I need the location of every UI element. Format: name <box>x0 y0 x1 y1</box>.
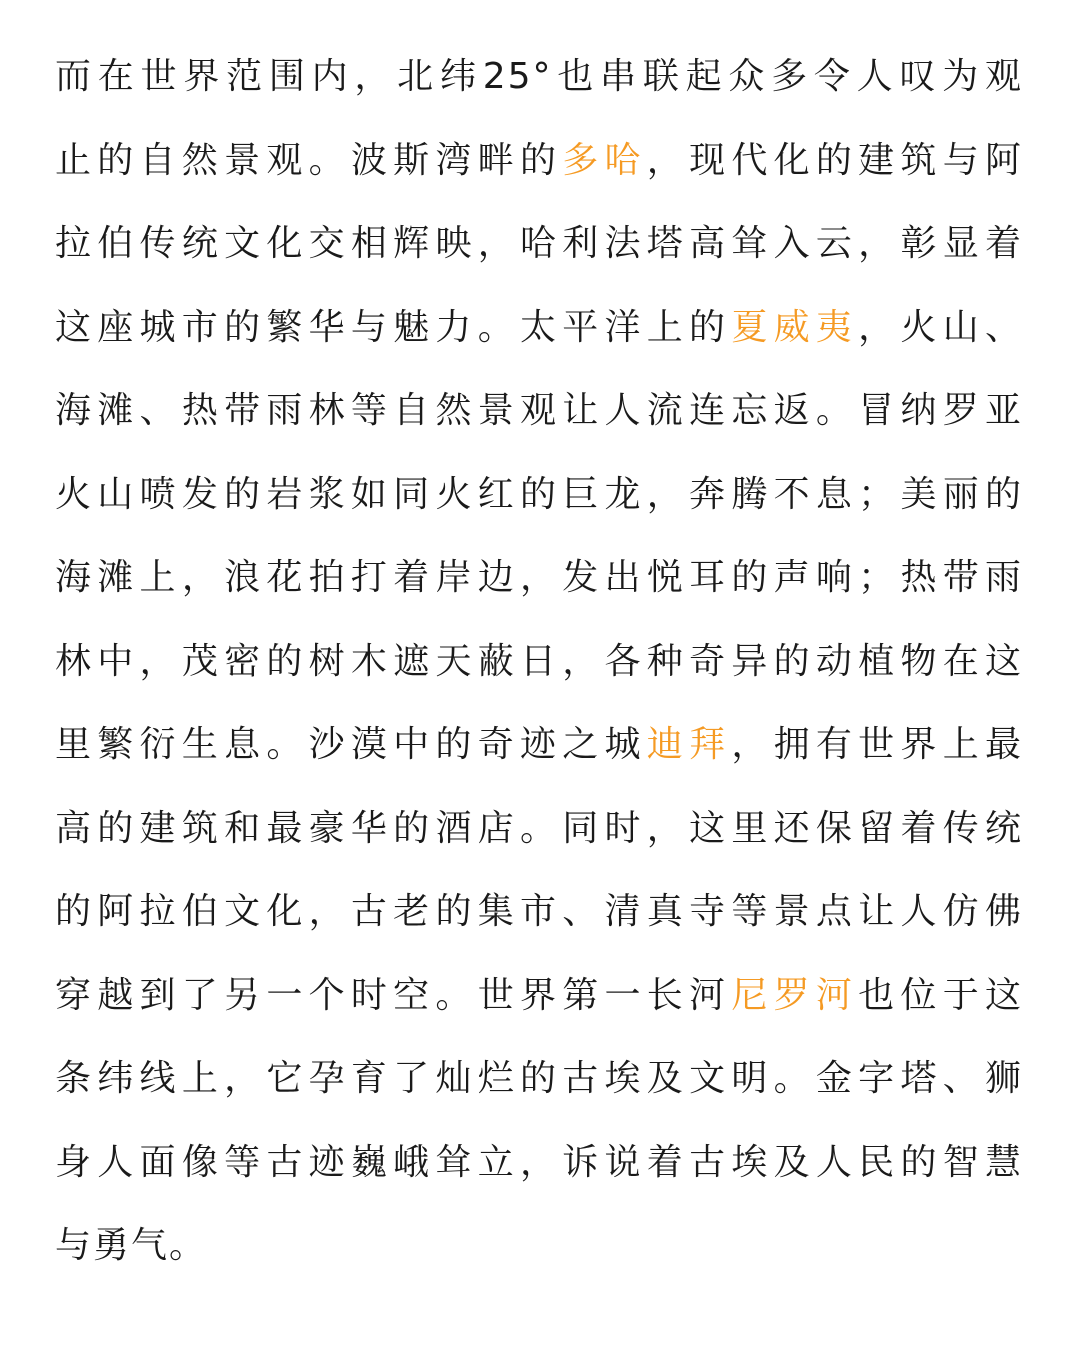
text-line <box>55 453 1023 537</box>
text-segment: 身人面像等古迹巍峨耸立，诉说着古埃及人民的智慧 <box>55 1141 1023 1183</box>
text-segment: 这座城市的繁华与魅力。太平洋上的 <box>55 306 732 348</box>
article-body <box>55 35 1023 1288</box>
text-segment: 与勇气。 <box>55 1225 208 1266</box>
text-segment: 的阿拉伯文化，古老的集市、清真寺等景点让人仿佛 <box>55 891 1023 932</box>
text-line <box>55 286 1023 370</box>
text-segment: 也位于这 <box>858 974 1023 1016</box>
text-segment: 海滩上，浪花拍打着岸边，发出悦耳的声响；热带雨 <box>55 557 1023 598</box>
text-segment: 穿越到了另一个时空。世界第一长河 <box>55 974 732 1016</box>
text-line <box>55 787 1023 871</box>
place-name-highlight: 多哈 <box>562 139 647 181</box>
text-line <box>55 1204 1023 1288</box>
text-line <box>55 954 1023 1038</box>
text-segment: 里繁衍生息。沙漠中的奇迹之城 <box>55 724 647 765</box>
text-line <box>55 119 1023 203</box>
text-line <box>55 35 1023 119</box>
place-name-highlight: 尼罗河 <box>731 974 859 1016</box>
text-segment: 而在世界范围内，北纬25°也串联起众多令人叹为观 <box>55 56 1023 97</box>
text-line <box>55 369 1023 453</box>
text-line <box>55 870 1023 954</box>
text-segment: 高的建筑和最豪华的酒店。同时，这里还保留着传统 <box>55 807 1023 849</box>
text-line <box>55 536 1023 620</box>
text-segment: ，拥有世界上最 <box>731 724 1023 765</box>
text-line <box>55 703 1023 787</box>
text-segment: 火山喷发的岩浆如同火红的巨龙，奔腾不息；美丽的 <box>55 473 1023 515</box>
text-line <box>55 1037 1023 1121</box>
text-segment: 拉伯传统文化交相辉映，哈利法塔高耸入云，彰显着 <box>55 223 1023 264</box>
text-segment: 林中，茂密的树木遮天蔽日，各种奇异的动植物在这 <box>55 640 1023 682</box>
text-line <box>55 1121 1023 1205</box>
place-name-highlight: 夏威夷 <box>731 306 859 348</box>
text-segment: ，火山、 <box>858 306 1023 348</box>
text-segment: 止的自然景观。波斯湾畔的 <box>55 139 563 181</box>
text-segment: 条纬线上，它孕育了灿烂的古埃及文明。金字塔、狮 <box>55 1058 1023 1099</box>
text-line <box>55 202 1023 286</box>
place-name-highlight: 迪拜 <box>646 724 732 765</box>
text-segment: 海滩、热带雨林等自然景观让人流连忘返。冒纳罗亚 <box>55 390 1023 431</box>
text-line <box>55 620 1023 704</box>
text-segment: ，现代化的建筑与阿 <box>646 139 1023 181</box>
